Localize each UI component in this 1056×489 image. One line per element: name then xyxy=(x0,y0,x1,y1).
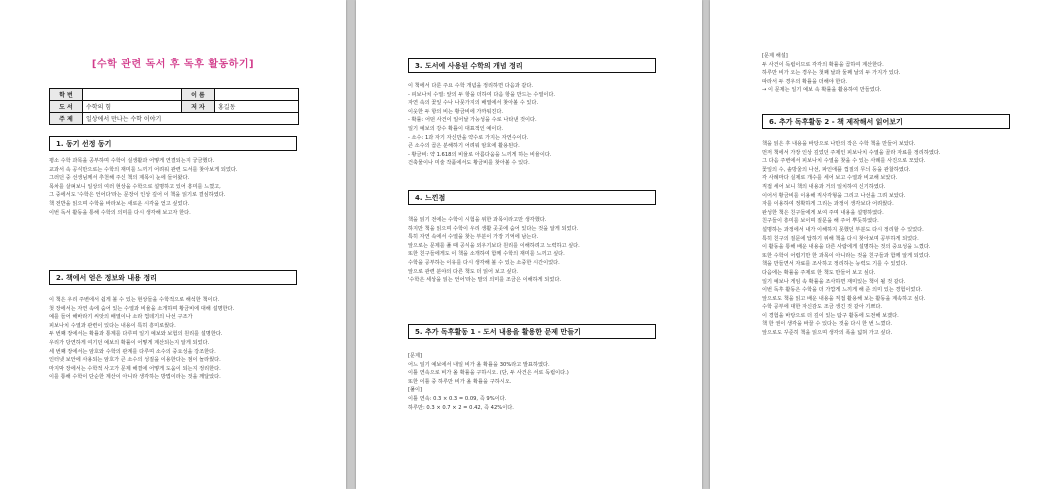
text-line: 피보나치 수열과 관련이 있다는 내용이 특히 흥미로웠다. xyxy=(49,322,176,329)
text-line: 특히 자연 속에서 수열을 찾는 부분이 가장 기억에 남는다. xyxy=(408,234,539,241)
section-3-heading: 3. 도서에 사용된 수학의 개념 정리 xyxy=(408,58,656,73)
text-line: 어느 일기 예보에서 내일 비가 올 확률을 30%라고 발표하였다. xyxy=(408,361,550,368)
text-line: 설명하는 과정에서 내가 이해하지 못했던 부분도 다시 정리할 수 있었다. xyxy=(762,226,924,233)
text-line: 이틀 연속으로 비가 올 확률을 구하시오. (단, 두 사건은 서로 독립이다.) xyxy=(408,370,569,377)
text-line: 이 책에서 다룬 주요 수학 개념을 정리하면 다음과 같다. xyxy=(408,83,534,89)
document-title: [수학 관련 독서 후 독후 활동하기] xyxy=(91,59,255,70)
text-line: 일기 예보의 강수 확률이 대표적인 예이다. xyxy=(408,125,504,132)
name-label: 이 름 xyxy=(182,89,215,101)
page-3-top-body xyxy=(762,52,1014,95)
text-line: 자를 이용하여 정확하게 그리는 과정이 생각보다 어려웠다. xyxy=(762,201,894,208)
text-line: 앞으로는 문제를 풀 때 공식을 외우기보다 원리를 이해하려고 노력하고 싶다. xyxy=(408,242,580,249)
text-line: 인터넷 보안에 사용되는 암호가 큰 소수의 성질을 이용한다는 점이 놀라웠다. xyxy=(49,357,221,364)
text-line: 그 다음 주변에서 피보나치 수열을 찾을 수 있는 사례를 사진으로 모았다. xyxy=(762,158,926,165)
text-line: 하루만: 0.3 × 0.7 × 2 = 0.42, 즉 42%이다. xyxy=(408,404,514,411)
text-line: 목차를 살펴보니 일상의 여러 현상을 수학으로 설명하고 있어 흥미를 느꼈고, xyxy=(49,183,221,190)
section-2-heading: 2. 책에서 얻은 정보와 내용 정리 xyxy=(49,270,297,285)
section-6-body xyxy=(762,140,1014,338)
text-line: 또한 친구들에게도 이 책을 소개하여 함께 수학의 재미를 느끼고 싶다. xyxy=(408,251,565,258)
text-line: 이웃한 두 항의 비는 황금비에 가까워진다. xyxy=(408,108,504,115)
info-row-student xyxy=(50,89,299,101)
text-line: 꽃잎의 수, 솔방울의 나선, 파인애플 껍질의 무늬 등을 관찰하였다. xyxy=(762,166,911,173)
text-line: 두 번째 장에서는 확률과 통계를 다루며 일기 예보와 보험의 원리를 설명한다. xyxy=(49,331,223,338)
text-line: 이 활동을 통해 배운 내용을 다른 사람에게 설명하는 것의 중요성을 느꼈다. xyxy=(762,244,931,251)
text-line: 건축물이나 미술 작품에서도 황금비를 찾아볼 수 있다. xyxy=(408,160,530,167)
text-line: → 이 문제는 일기 예보 속 확률을 활용하여 만들었다. xyxy=(762,87,882,94)
text-line: [문제 해설] xyxy=(762,53,788,59)
text-line: 우리가 당연하게 여기던 예보의 확률이 어떻게 계산되는지 알게 되었다. xyxy=(49,339,210,346)
text-line: [풀이] xyxy=(408,387,423,394)
text-line: - 피보나치 수열: 앞의 두 항을 더하여 다음 항을 만드는 수열이다. xyxy=(408,91,556,98)
text-line: 책을 읽은 후 내용을 바탕으로 나만의 작은 수학 책을 만들어 보았다. xyxy=(762,141,916,147)
student-id-label: 학 번 xyxy=(50,89,83,101)
text-line: 각 사례마다 실제로 개수를 세어 보고 수열과 비교해 보았다. xyxy=(762,175,898,182)
text-line: 이어서 황금비를 이용해 직사각형을 그리고 나선을 그려 보았다. xyxy=(762,192,906,199)
text-line: 하루만 비가 오는 경우는 첫째 날과 둘째 날의 두 가지가 있다. xyxy=(762,70,901,77)
section-6-heading: 6. 추가 독후활동 2 - 책 제작해서 읽어보기 xyxy=(762,114,1010,129)
section-1-heading: 1. 동기 선정 동기 xyxy=(49,136,297,151)
text-line: 예를 들어 해바라기 씨앗의 배열이나 소라 껍데기의 나선 구조가 xyxy=(49,314,193,321)
text-line: 또한 이틀 중 하루만 비가 올 확률을 구하시오. xyxy=(408,378,512,385)
student-info-table xyxy=(49,88,299,125)
text-line: '수학은 세상을 읽는 언어'라는 말의 의미를 조금은 이해하게 되었다. xyxy=(408,277,561,284)
section-4-body xyxy=(408,216,660,285)
text-line: 수학 공부에 대한 자신감도 조금 생긴 것 같아 기쁘다. xyxy=(762,304,883,311)
section-4-heading: 4. 느낀점 xyxy=(408,190,656,205)
text-line: 직접 세어 보니 책의 내용과 거의 일치하여 신기하였다. xyxy=(762,183,886,190)
section-1-body xyxy=(49,157,301,217)
text-line: 이번 독서 활동을 통해 수학의 의미를 다시 생각해 보고자 한다. xyxy=(49,209,191,216)
text-line: 따라서 두 경우의 확률을 더해야 한다. xyxy=(762,78,848,85)
text-line: - 확률: 어떤 사건이 일어날 가능성을 수로 나타낸 것이다. xyxy=(408,117,537,124)
text-line: 세 번째 장에서는 암호와 수학의 관계를 다루며 소수의 중요성을 강조한다. xyxy=(49,348,216,355)
text-line: 그 중에서도 '수학은 언어다'라는 문장이 인상 깊어 이 책을 읽기로 결심하였다. xyxy=(49,192,226,199)
text-line: 책 한 권이 생각을 바꿀 수 있다는 것을 다시 한 번 느꼈다. xyxy=(762,321,893,328)
section-3-body xyxy=(408,82,660,168)
text-line: 이틀 연속: 0.3 × 0.3 = 0.09, 즉 9%이다. xyxy=(408,395,507,402)
author-value[interactable]: 홍길동 xyxy=(215,101,299,113)
info-row-topic xyxy=(50,113,299,125)
text-line: 자연 속의 꽃잎 수나 나뭇가지의 배열에서 찾아볼 수 있다. xyxy=(408,100,539,107)
text-line: 먼저 책에서 가장 인상 깊었던 주제인 피보나치 수열을 골라 자료를 정리하였다. xyxy=(762,149,941,156)
text-line: 그러던 중 선생님께서 추천해 주신 책의 제목이 눈에 들어왔다. xyxy=(49,175,190,182)
info-row-book xyxy=(50,101,299,113)
document-page-2 xyxy=(356,0,702,489)
topic-label: 주 제 xyxy=(50,113,83,125)
book-label: 도 서 xyxy=(50,101,83,113)
text-line: 책을 읽기 전에는 수학이 시험을 위한 과목이라고만 생각했다. xyxy=(408,217,547,223)
document-page-3 xyxy=(710,0,1056,489)
text-line: 큰 소수의 곱은 분해하기 어려워 암호에 활용된다. xyxy=(408,143,520,150)
text-line: 평소 수학 과목을 공부하며 수학이 실생활과 어떻게 연결되는지 궁금했다. xyxy=(49,158,215,164)
text-line: 이번 독후 활동은 수학을 더 가깝게 느끼게 해 준 의미 있는 경험이었다. xyxy=(762,287,923,294)
text-line: 이 책은 우리 주변에서 쉽게 볼 수 있는 현상들을 수학적으로 해석한 책이다. xyxy=(49,297,220,303)
text-line: 이를 통해 수학이 단순한 계산이 아니라 생각하는 방법이라는 것을 깨달았다. xyxy=(49,374,221,381)
text-line: - 소수: 1과 자기 자신만을 약수로 가지는 자연수이다. xyxy=(408,134,529,141)
text-line: 특히 친구의 질문에 답하기 위해 책을 다시 찾아보며 공부하게 되었다. xyxy=(762,235,919,242)
text-line: 하지만 책을 읽으며 수학이 우리 생활 곳곳에 숨어 있다는 것을 알게 되었다. xyxy=(408,225,579,232)
name-value[interactable] xyxy=(215,89,299,101)
text-line: 책을 만들면서 자료를 조사하고 정리하는 능력도 기를 수 있었다. xyxy=(762,261,908,268)
text-line: 이 경험을 바탕으로 더 깊이 있는 탐구 활동에 도전해 보겠다. xyxy=(762,312,899,319)
text-line: 수학을 공부하는 이유를 다시 생각해 볼 수 있는 소중한 시간이었다. xyxy=(408,259,560,266)
author-label: 저 자 xyxy=(182,101,215,113)
text-line: 앞으로도 꾸준히 책을 읽으며 생각의 폭을 넓혀 가고 싶다. xyxy=(762,330,893,337)
section-5-body xyxy=(408,352,660,412)
topic-value[interactable]: 일상에서 만나는 수학 이야기 xyxy=(83,113,299,125)
text-line: 교과서 속 공식만으로는 수학의 재미를 느끼기 어려워 관련 도서를 찾아보게 되었다. xyxy=(49,166,238,173)
section-5-heading: 5. 추가 독후활동 1 - 도서 내용을 활용한 문제 만들기 xyxy=(408,324,656,339)
text-line: 앞으로도 책을 읽고 배운 내용을 직접 활용해 보는 활동을 계속하고 싶다. xyxy=(762,295,926,302)
text-line: 첫 장에서는 자연 속에 숨어 있는 수열과 비율을 소개하며 황금비에 대해 설명한다. xyxy=(49,305,235,312)
text-line: 일기 예보나 게임 속 확률을 조사하면 재미있는 책이 될 것 같다. xyxy=(762,278,906,285)
student-id-value[interactable] xyxy=(83,89,182,101)
text-line: 앞으로 관련 분야의 다른 책도 더 읽어 보고 싶다. xyxy=(408,268,519,275)
book-value[interactable]: 수학의 힘 xyxy=(83,101,182,113)
text-line: [문제] xyxy=(408,353,423,359)
text-line: - 황금비: 약 1.618의 비율로 아름다움을 느끼게 하는 비율이다. xyxy=(408,151,552,158)
text-line: 또한 수학이 어렵기만 한 과목이 아니라는 것을 친구들과 함께 알게 되었다. xyxy=(762,252,931,259)
text-line: 다음에는 확률을 주제로 한 책도 만들어 보고 싶다. xyxy=(762,269,876,276)
text-line: 두 사건이 독립이므로 각각의 확률을 곱하여 계산한다. xyxy=(762,61,884,68)
text-line: 책 전반을 읽으며 수학을 바라보는 새로운 시각을 얻고 싶었다. xyxy=(49,200,190,207)
document-page-1 xyxy=(0,0,346,489)
text-line: 친구들이 흥미를 보이며 질문을 해 주어 뿌듯하였다. xyxy=(762,218,879,225)
section-2-body xyxy=(49,296,301,382)
text-line: 마지막 장에서는 수학적 사고가 문제 해결에 어떻게 도움이 되는지 정리한다. xyxy=(49,365,221,372)
text-line: 완성한 책은 친구들에게 보여 주며 내용을 설명하였다. xyxy=(762,209,884,216)
